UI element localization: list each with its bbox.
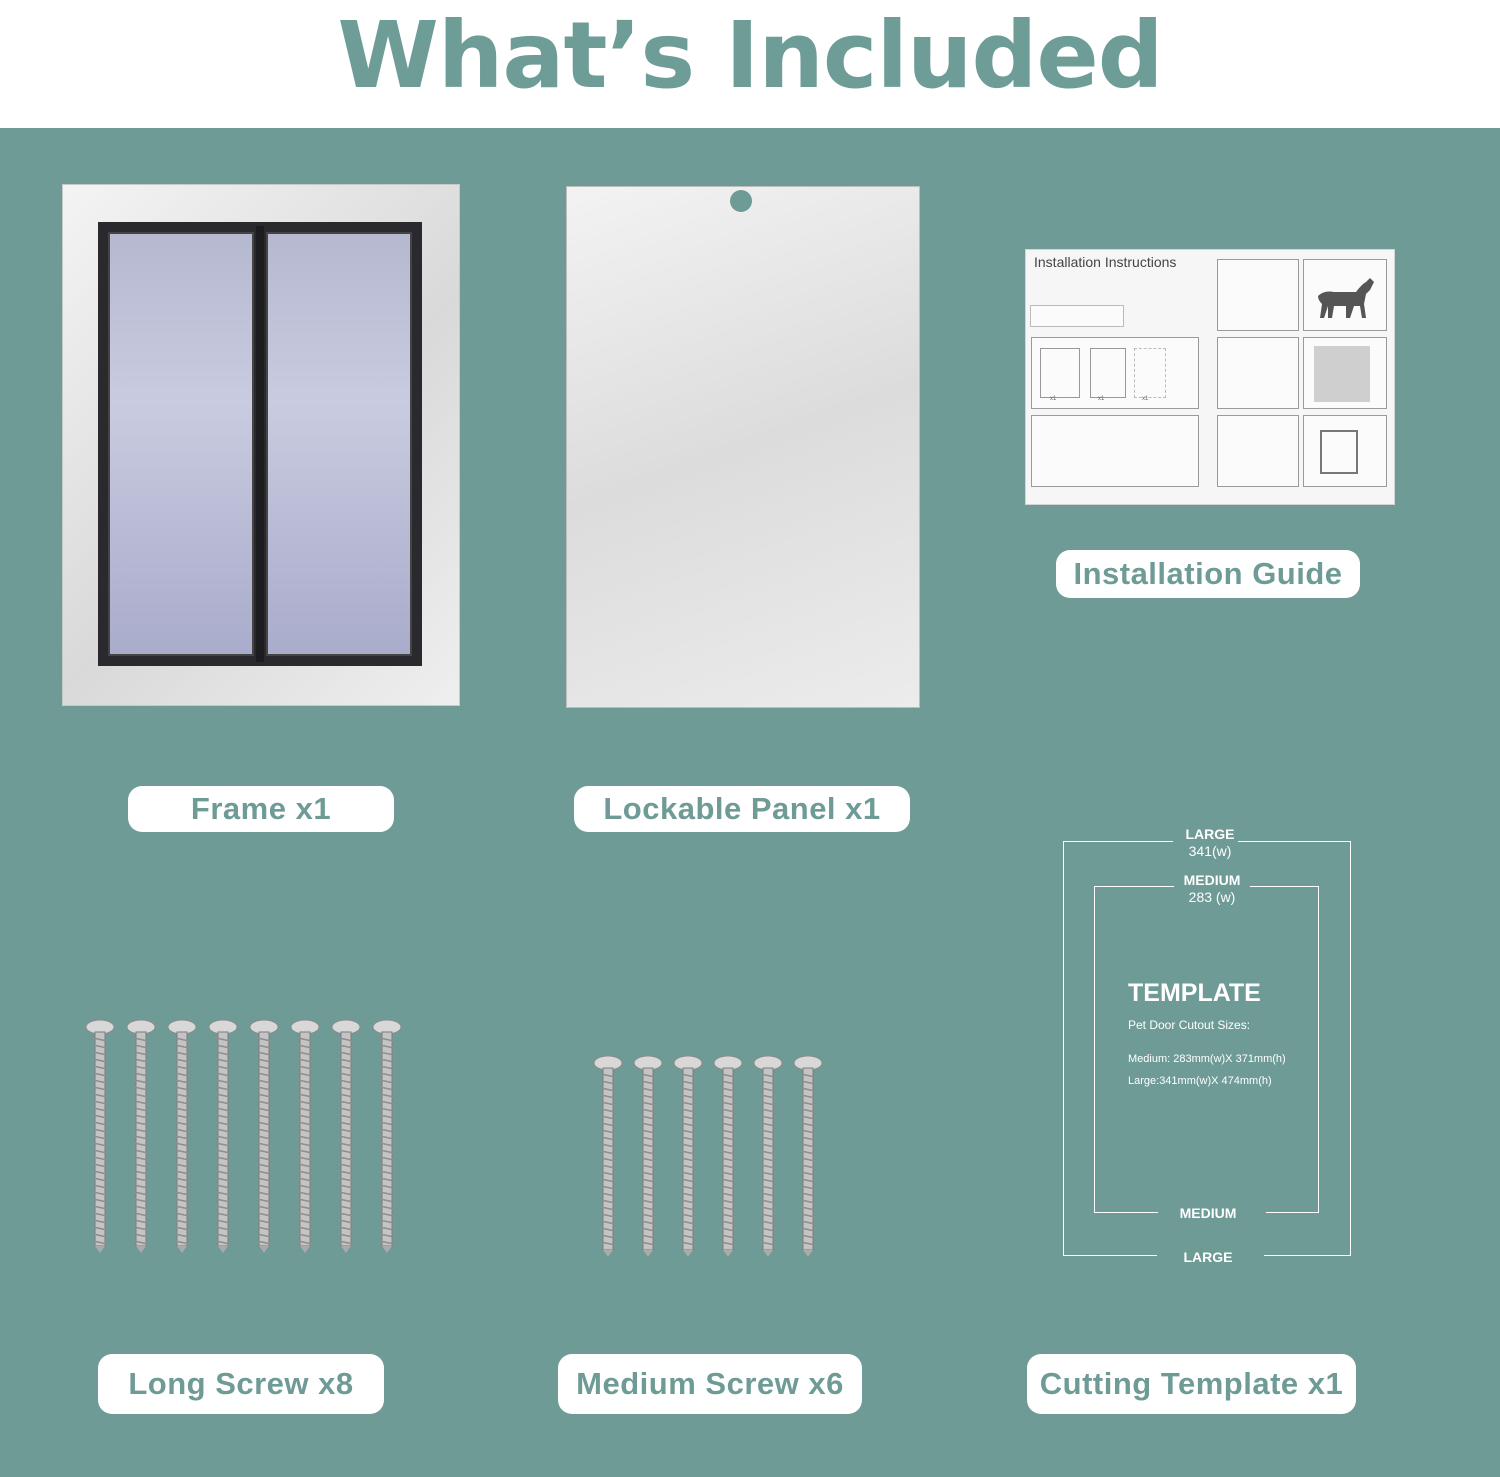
large-outline-bottom-left [1063, 1255, 1157, 1256]
long-screw [168, 1020, 196, 1253]
long-screws [84, 1018, 414, 1258]
large-outline-top-left [1063, 841, 1173, 842]
large-outline-right [1350, 841, 1351, 1255]
template-medium-size: Medium: 283mm(w)X 371mm(h) [1128, 1053, 1286, 1065]
template-large-bottom-label: LARGE [1183, 1249, 1233, 1265]
medium-screw-label: Medium Screw x6 [558, 1354, 862, 1414]
page-title: What’s Included [337, 2, 1163, 109]
guide-step-parts [1031, 337, 1199, 409]
guide-step-4 [1303, 337, 1387, 409]
medium-screw [794, 1056, 822, 1257]
long-screw [250, 1020, 278, 1253]
lockable-panel-image [566, 186, 920, 708]
guide-step-dog [1303, 259, 1387, 331]
dog-icon [1304, 260, 1386, 330]
long-screw-group [84, 1018, 412, 1254]
guide-step-3 [1217, 337, 1299, 409]
template-medium-top-label: MEDIUM [1183, 872, 1241, 888]
medium-screws [592, 1054, 832, 1260]
guide-step-5 [1217, 415, 1299, 487]
long-screw-label: Long Screw x8 [98, 1354, 384, 1414]
medium-screw-group [592, 1054, 832, 1258]
frame-label: Frame x1 [128, 786, 394, 832]
template-large-top-label: LARGE [1185, 826, 1235, 842]
medium-outline-left [1094, 886, 1095, 1212]
long-screw [86, 1020, 114, 1253]
template-subheading: Pet Door Cutout Sizes: [1128, 1018, 1251, 1032]
long-screw [127, 1020, 155, 1253]
medium-outline-bottom-left [1094, 1212, 1158, 1213]
medium-screw [674, 1056, 702, 1257]
long-screw [209, 1020, 237, 1253]
frame-image [62, 184, 460, 706]
medium-screw [754, 1056, 782, 1257]
installation-guide-label: Installation Guide [1056, 550, 1360, 598]
template-large-size: Large:341mm(w)X 474mm(h) [1128, 1075, 1272, 1087]
panel-hole [730, 190, 752, 212]
template-heading: TEMPLATE [1128, 979, 1261, 1007]
guide-step-1 [1217, 259, 1299, 331]
header [0, 0, 1500, 128]
lockable-panel-label: Lockable Panel x1 [574, 786, 910, 832]
medium-outline-right [1318, 886, 1319, 1212]
guide-step-install [1031, 415, 1199, 487]
medium-screw [634, 1056, 662, 1257]
guide-qty-3: x1 [1142, 396, 1149, 402]
medium-outline-bottom-right [1266, 1212, 1319, 1213]
long-screw [332, 1020, 360, 1253]
long-screw [373, 1020, 401, 1253]
frame-opening [98, 222, 422, 666]
large-outline-bottom-right [1264, 1255, 1351, 1256]
large-outline-left [1063, 841, 1064, 1255]
medium-screw [714, 1056, 742, 1257]
guide-qty-1: x1 [1050, 396, 1057, 402]
installation-guide-image [1025, 249, 1395, 505]
flap-right [266, 232, 412, 656]
guide-step-6 [1303, 415, 1387, 487]
medium-screw [594, 1056, 622, 1257]
guide-sheet-title: Installation Instructions [1034, 254, 1177, 270]
template-medium-width: 283 (w) [1188, 889, 1236, 905]
template-large-width: 341(w) [1188, 843, 1232, 859]
guide-qty-2: x1 [1098, 396, 1105, 402]
template-medium-bottom-label: MEDIUM [1179, 1205, 1237, 1221]
long-screw [291, 1020, 319, 1253]
flap-left [108, 232, 254, 656]
flap-divider [256, 226, 264, 662]
guide-note-box [1030, 305, 1124, 327]
cutting-template-label: Cutting Template x1 [1027, 1354, 1356, 1414]
